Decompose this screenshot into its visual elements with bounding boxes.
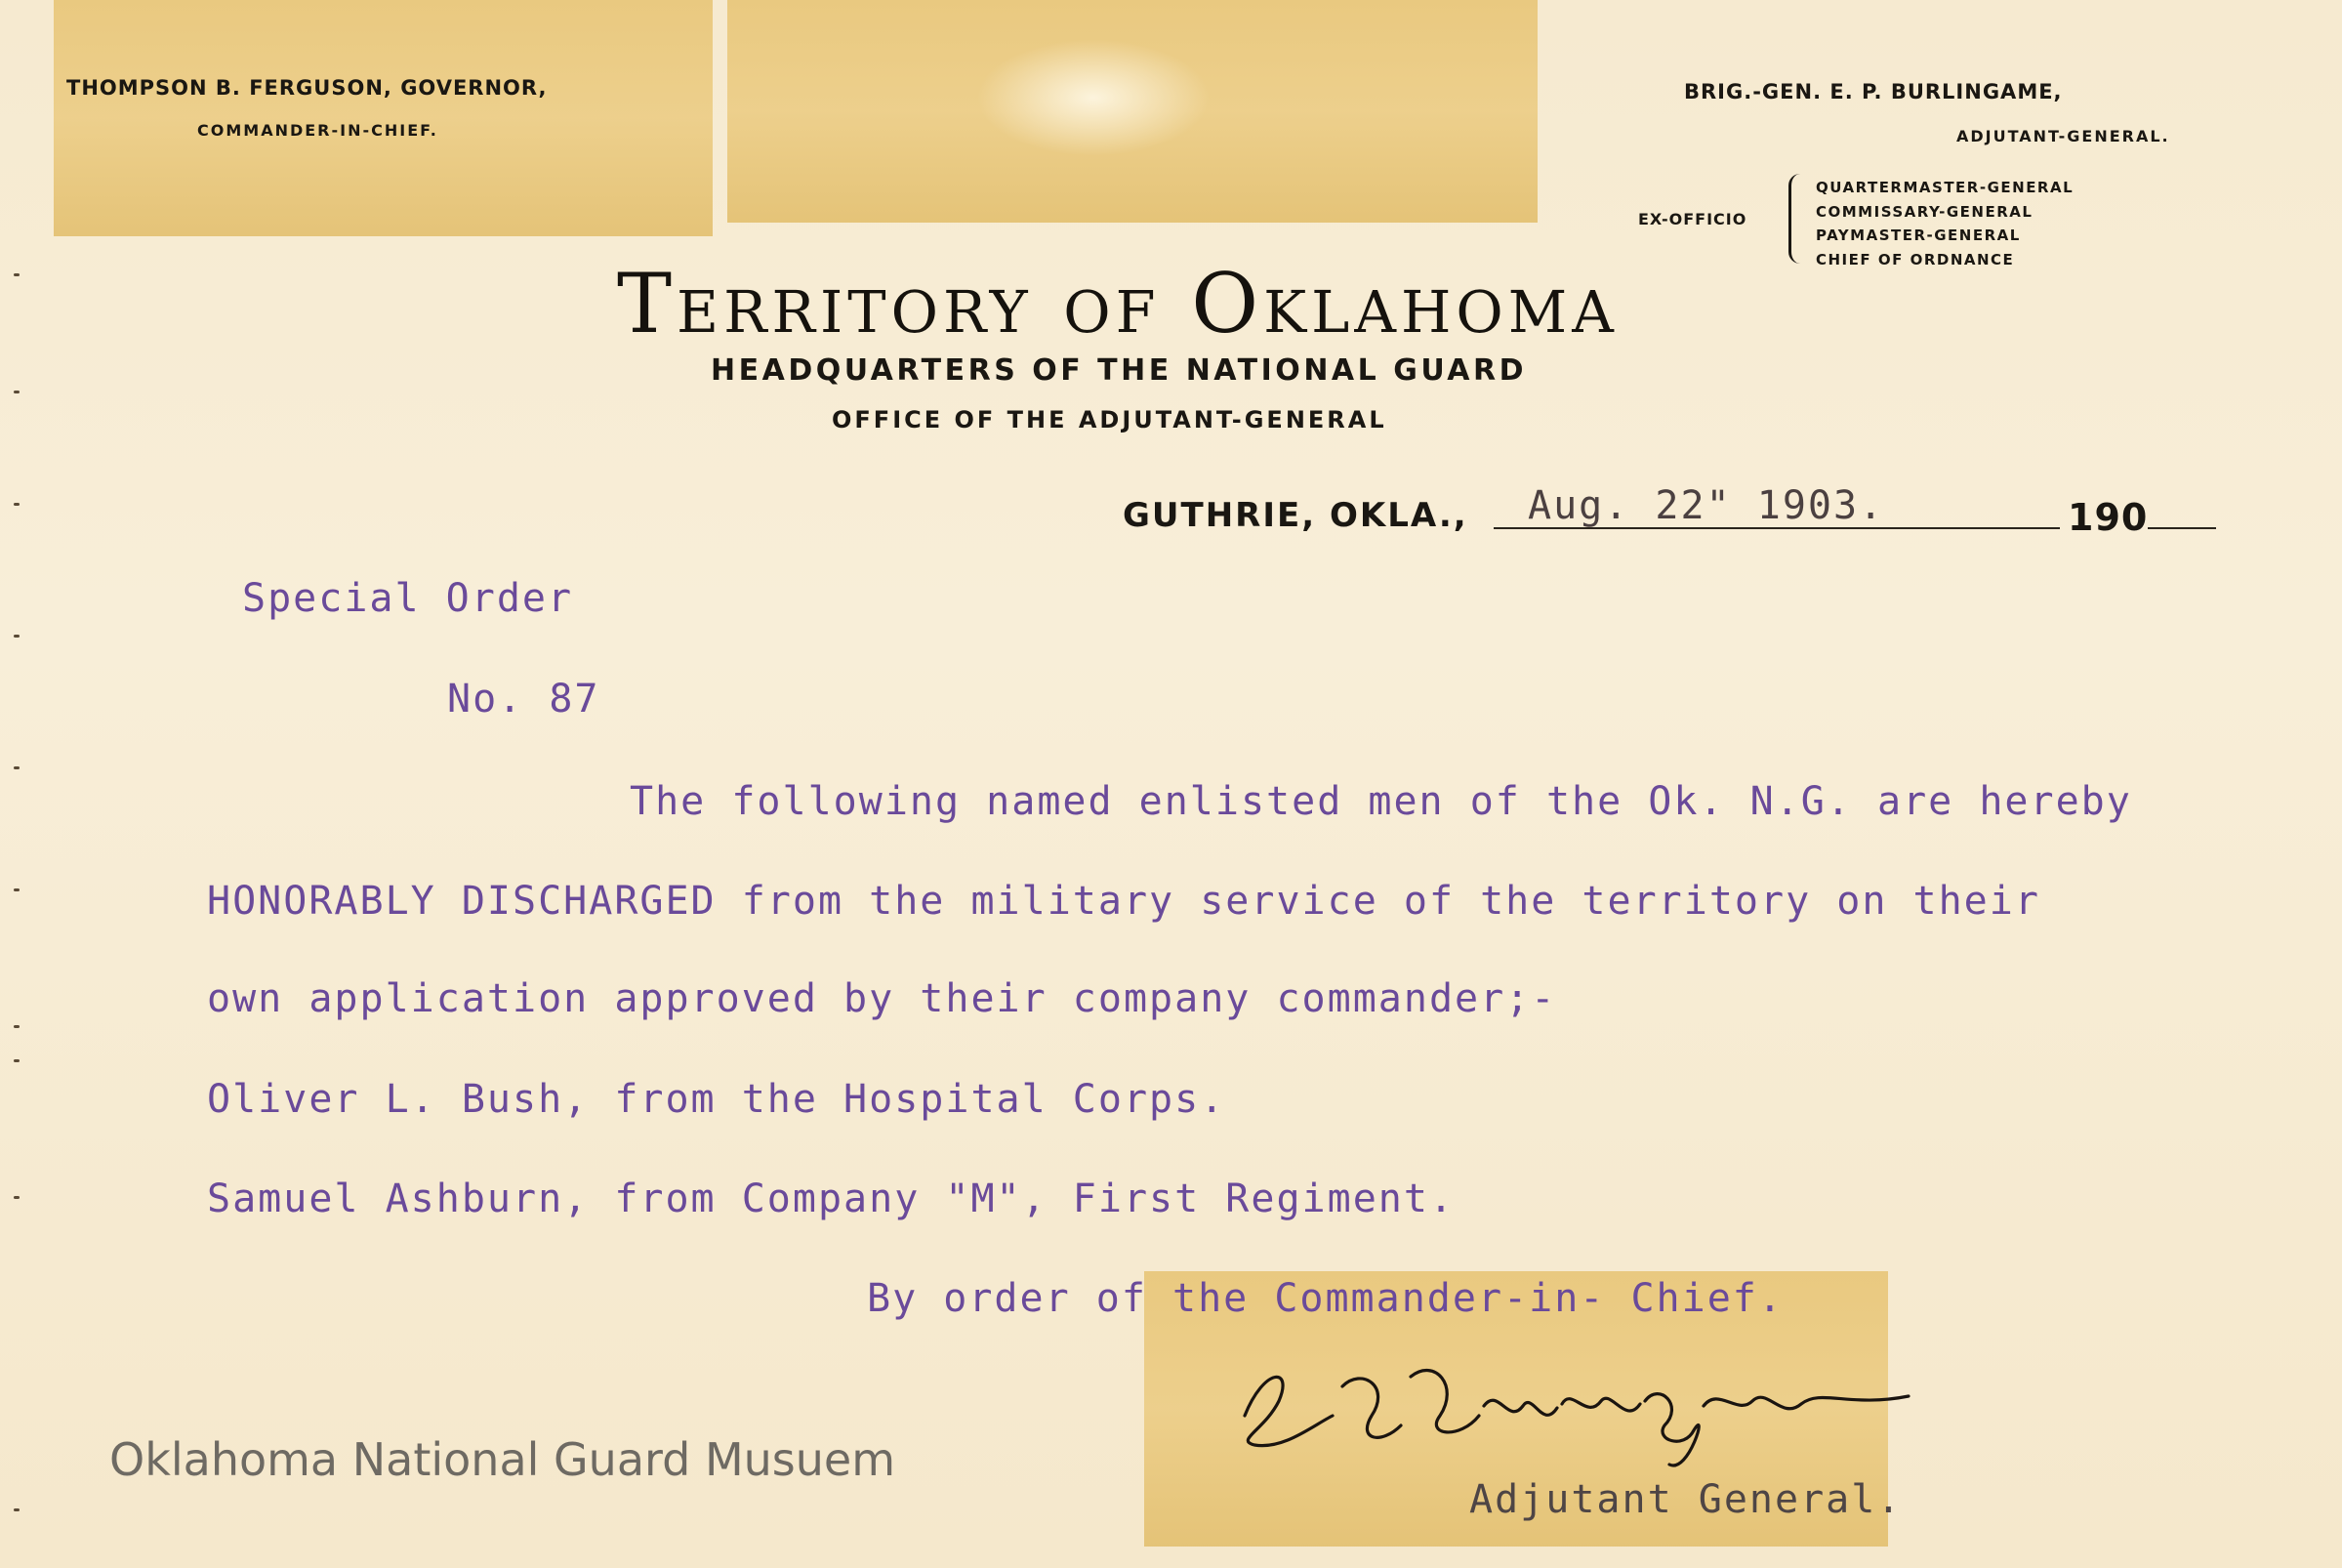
order-heading: Special Order — [242, 576, 574, 621]
order-line: Oliver L. Bush, from the Hospital Corps. — [207, 1077, 1226, 1122]
role-item: QUARTERMASTER-GENERAL — [1816, 179, 2075, 196]
office-subtitle: OFFICE OF THE ADJUTANT-GENERAL — [832, 406, 1387, 433]
year-underline — [2148, 527, 2216, 529]
order-number: No. 87 — [447, 677, 600, 722]
order-date: Aug. 22" 1903. — [1528, 483, 1885, 528]
signature-icon — [1225, 1347, 2016, 1474]
order-line: The following named enlisted men of the Ok. N.G. are hereby — [630, 779, 2132, 824]
tape-strip-left — [54, 0, 713, 236]
document-title: Territory of Oklahoma — [617, 256, 1619, 351]
year-prefix: 190 — [2068, 496, 2149, 539]
order-line: own application approved by their company commander;- — [207, 976, 1557, 1021]
brig-gen-line: BRIG.-GEN. E. P. BURLINGAME, — [1684, 80, 2063, 103]
ex-officio-label: EX-OFFICIO — [1638, 210, 1747, 228]
role-item: CHIEF OF ORDNANCE — [1816, 250, 2015, 268]
ex-officio-roles — [1816, 176, 2074, 271]
museum-watermark: Oklahoma National Guard Musuem — [109, 1433, 896, 1486]
role-item: COMMISSARY-GENERAL — [1816, 202, 2034, 221]
commander-line: COMMANDER-IN-CHIEF. — [197, 121, 438, 140]
place-label: GUTHRIE, OKLA., — [1123, 496, 1468, 535]
brace-icon — [1788, 174, 1809, 264]
by-order-line: By order of the Commander-in- Chief. — [867, 1276, 1784, 1321]
role-item: PAYMASTER-GENERAL — [1816, 227, 2021, 244]
signature-title: Adjutant General. — [1469, 1477, 1903, 1522]
tape-glare — [976, 39, 1211, 156]
order-line: Samuel Ashburn, from Company "M", First Regiment. — [207, 1176, 1456, 1221]
headquarters-subtitle: HEADQUARTERS OF THE NATIONAL GUARD — [711, 353, 1527, 388]
order-line: HONORABLY DISCHARGED from the military service of the territory on their — [207, 879, 2040, 924]
adjutant-line: ADJUTANT-GENERAL. — [1956, 127, 2170, 145]
governor-line: THOMPSON B. FERGUSON, GOVERNOR, — [66, 76, 548, 100]
